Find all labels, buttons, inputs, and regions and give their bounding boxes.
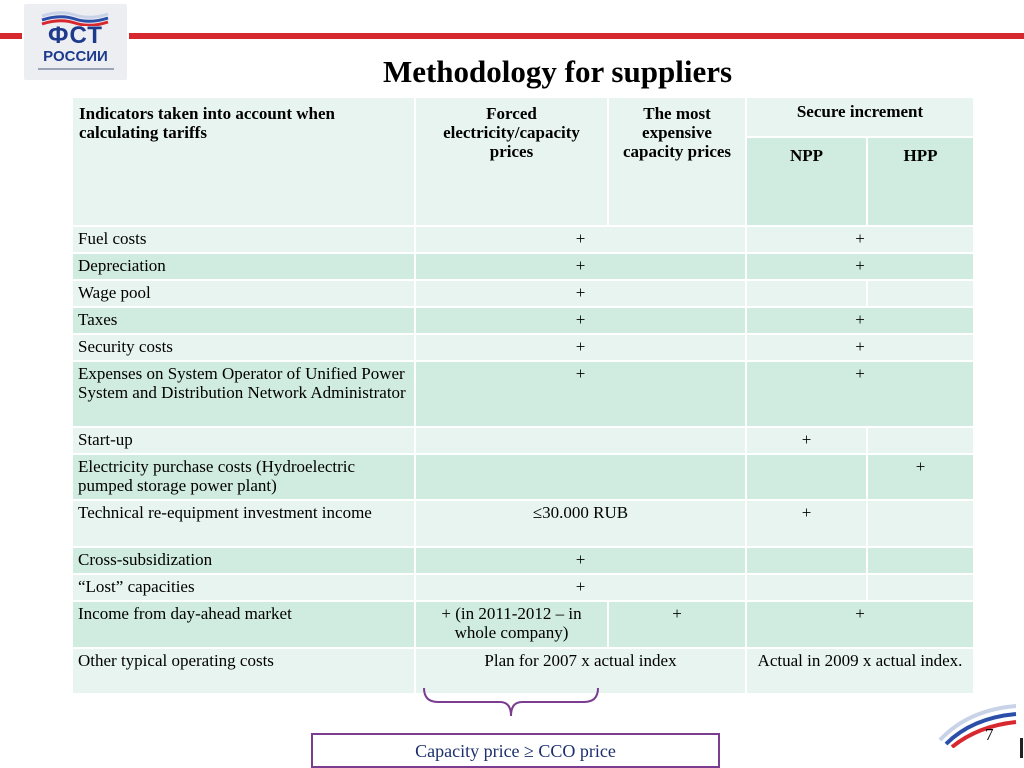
- table-row: [72, 574, 974, 601]
- cell-secure: +: [746, 601, 974, 647]
- header-secure-increment: Secure increment: [746, 97, 974, 137]
- curly-brace-icon: [420, 686, 602, 726]
- header-hpp: HPP: [867, 137, 974, 225]
- logo-text-secondary: РОССИИ: [43, 48, 108, 65]
- row-label: Taxes: [72, 307, 415, 334]
- row-label: Cross-subsidization: [72, 547, 415, 574]
- table-row: [72, 334, 974, 361]
- cell-forced-expensive: +: [415, 361, 746, 426]
- row-label: Wage pool: [72, 280, 415, 307]
- cell-forced-expensive: [415, 454, 746, 500]
- cell-forced: + (in 2011-2012 – in whole company): [415, 601, 608, 647]
- table-row: [72, 361, 974, 426]
- table-row: [72, 500, 974, 547]
- row-label: Depreciation: [72, 253, 415, 280]
- header-red-line-left: [0, 33, 22, 39]
- row-label: Electricity purchase costs (Hydroelectric pumped storage power plant): [72, 454, 415, 500]
- cell-hpp: [867, 500, 974, 547]
- cell-npp: [746, 547, 867, 574]
- row-label: Expenses on System Operator of Unified Power System and Distribution Network Administrator: [72, 361, 415, 426]
- header-most-expensive: The most expensive capacity prices: [608, 97, 746, 226]
- table-row: [72, 253, 974, 280]
- header-indicators: Indicators taken into account when calculating tariffs: [72, 97, 415, 226]
- cell-npp: [746, 454, 867, 500]
- cell-secure: +: [746, 334, 974, 361]
- cell-forced-expensive: +: [415, 307, 746, 334]
- row-label: Start-up: [72, 427, 415, 454]
- table-row: [72, 454, 974, 500]
- cell-npp: +: [746, 427, 867, 454]
- page-title: Methodology for suppliers: [382, 54, 733, 89]
- cell-forced-expensive: ≤30.000 RUB: [415, 500, 746, 547]
- cell-forced-expensive: Plan for 2007 x actual index: [415, 648, 746, 694]
- table-row: [72, 226, 974, 253]
- cell-secure: +: [746, 253, 974, 280]
- cell-hpp: [867, 574, 974, 601]
- cell-secure: +: [746, 307, 974, 334]
- cell-secure: +: [746, 361, 974, 426]
- cell-forced-expensive: +: [415, 253, 746, 280]
- header-red-line-right: [129, 33, 1024, 39]
- row-label: Technical re-equipment investment income: [72, 500, 415, 547]
- row-label: “Lost” capacities: [72, 574, 415, 601]
- table-header-row: [72, 97, 974, 137]
- row-label: Security costs: [72, 334, 415, 361]
- tariff-indicators-table: [71, 96, 975, 695]
- cell-hpp: +: [867, 454, 974, 500]
- header-forced-prices: Forced electricity/capacity prices: [415, 97, 608, 226]
- cell-secure: Actual in 2009 x actual index.: [746, 648, 974, 694]
- row-label: Fuel costs: [72, 226, 415, 253]
- cell-npp: [746, 574, 867, 601]
- page-edge-mark: [1020, 738, 1023, 758]
- cell-npp: [746, 280, 867, 307]
- table-row: [72, 601, 974, 647]
- table-row: [72, 427, 974, 454]
- row-label: Income from day-ahead market: [72, 601, 415, 647]
- capacity-price-note: Capacity price ≥ CCO price: [311, 733, 720, 768]
- table-row: [72, 280, 974, 307]
- cell-forced-expensive: +: [415, 334, 746, 361]
- cell-forced-expensive: +: [415, 547, 746, 574]
- table-row: [72, 307, 974, 334]
- cell-forced-expensive: +: [415, 226, 746, 253]
- cell-forced-expensive: +: [415, 280, 746, 307]
- swoosh-logo-icon: [938, 700, 1018, 748]
- table-row: [72, 547, 974, 574]
- row-label: Other typical operating costs: [72, 648, 415, 694]
- header-npp: NPP: [746, 137, 867, 225]
- cell-npp: +: [746, 500, 867, 547]
- cell-forced-expensive: +: [415, 574, 746, 601]
- cell-hpp: [867, 547, 974, 574]
- page-number: 7: [985, 725, 994, 744]
- cell-hpp: [867, 280, 974, 307]
- logo-text-primary: ФСТ: [48, 22, 103, 49]
- cell-forced-expensive: [415, 427, 746, 454]
- cell-expensive: +: [608, 601, 746, 647]
- cell-secure: +: [746, 226, 974, 253]
- cell-hpp: [867, 427, 974, 454]
